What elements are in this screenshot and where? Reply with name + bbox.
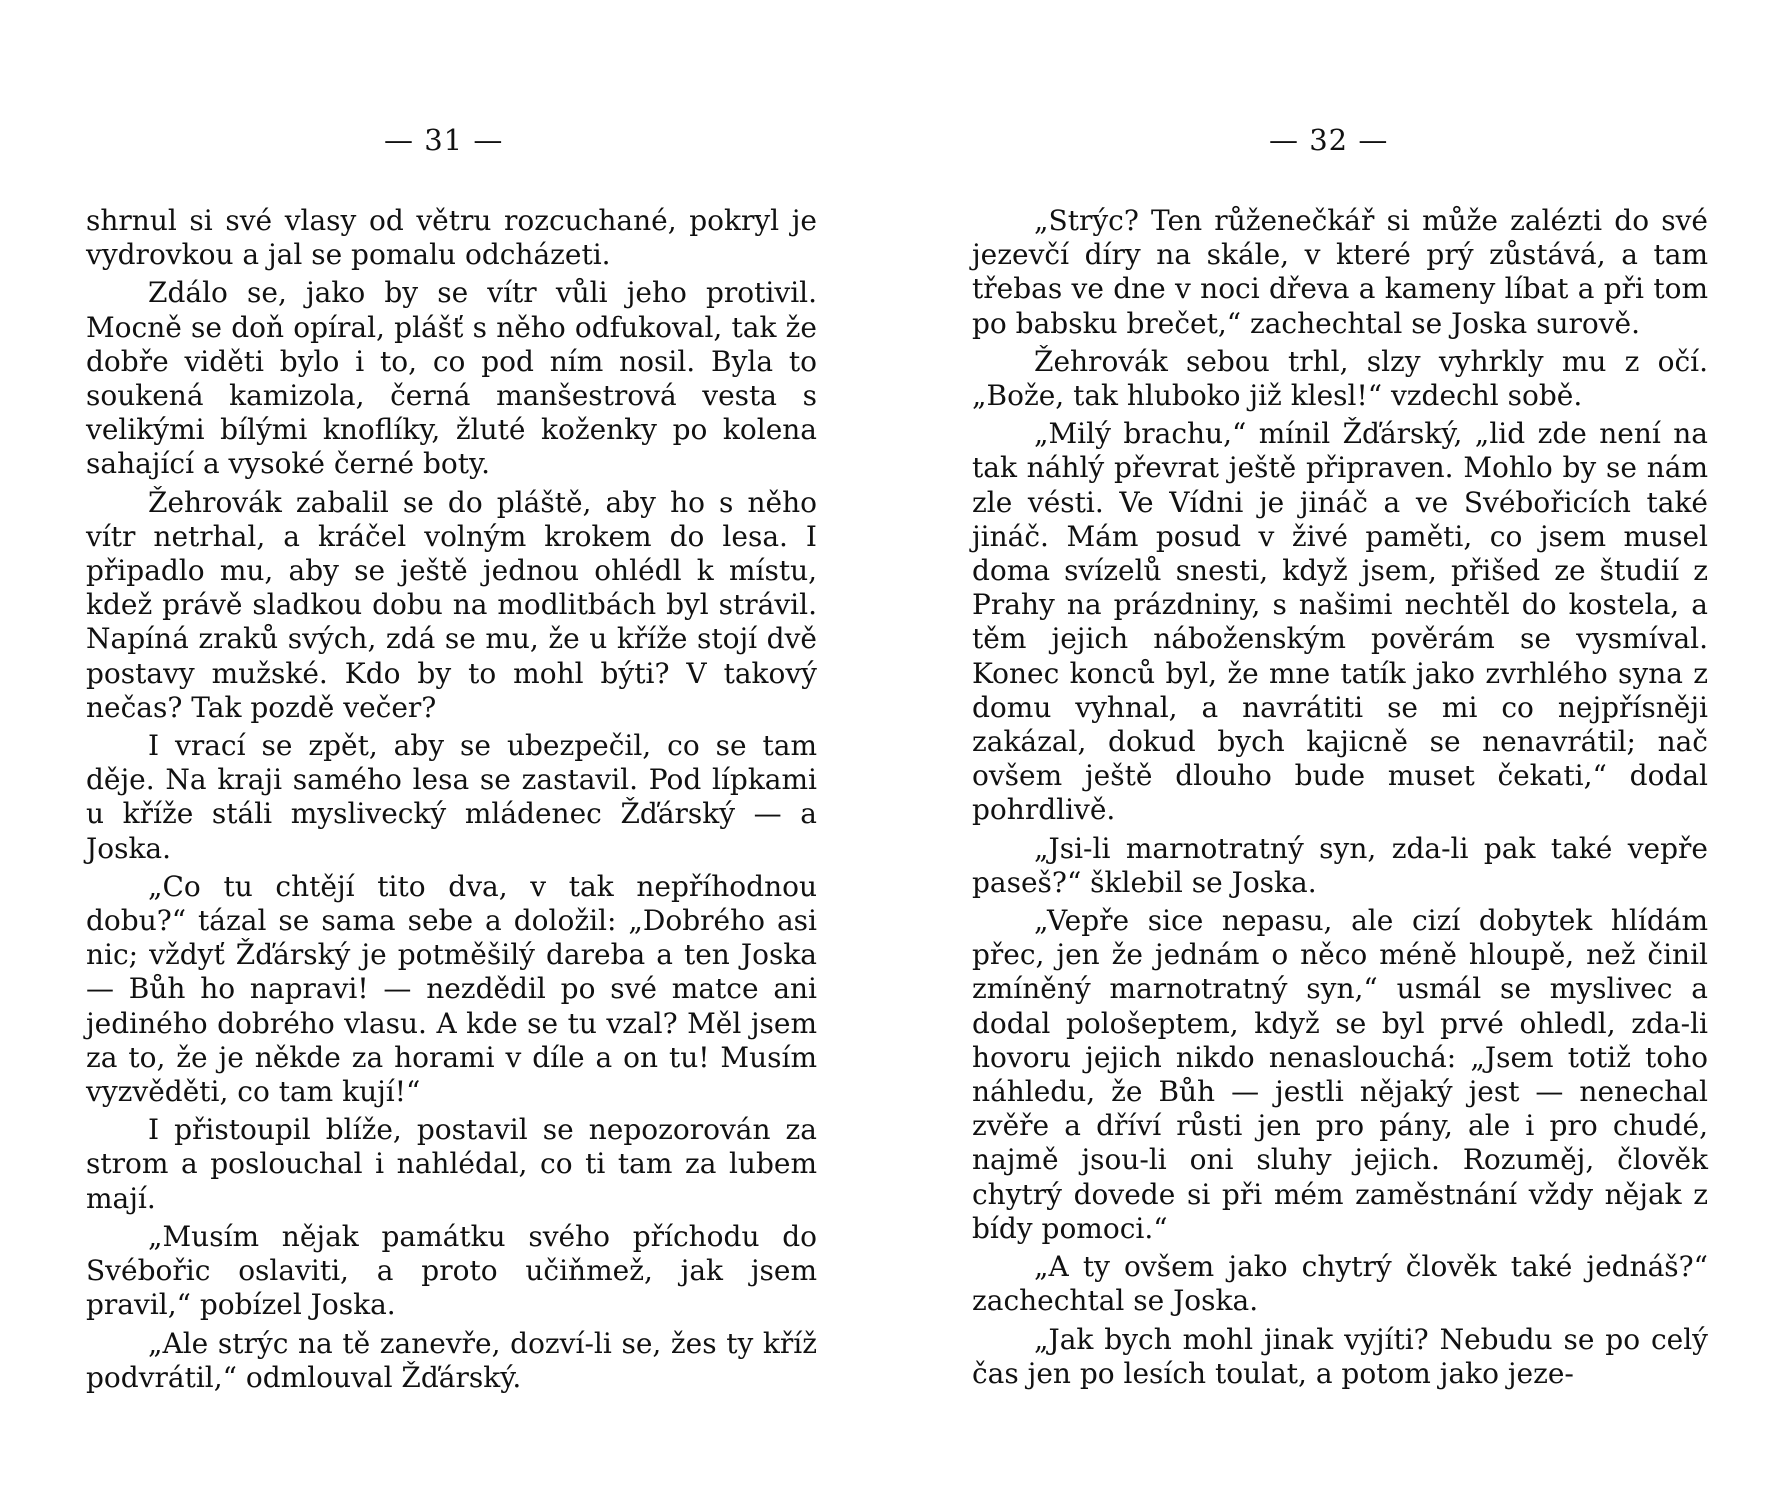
page-number: — 32 — — [1269, 123, 1389, 157]
paragraph: „Musím nějak památku svého příchodu do Svébořic oslaviti, a proto učiňmež, jak jsem pravil,“ pobízel Joska. — [86, 1219, 817, 1322]
paragraph: I přistoupil blíže, postavil se nepozorován za strom a poslouchal i nahlédal, co ti tam za lubem mají. — [86, 1113, 817, 1215]
paragraph: „Vepře sice nepasu, ale cizí dobytek hlídám přec, jen že jednám o něco méně hloupě, než činil zmíněný marnotratný syn,“ usmál se myslivec a dodal pološeptem, když se byl prvé ohledl, zda-li hovoru jejich nikdo nenaslouchá: „Jsem totiž toho náhledu, že Bůh — jestli nějaký jest — nenechal zvěře a dříví růsti jen pro pány, ale i pro chudé, najmě jsou-li oni sluhy jejich. Rozuměj, člověk chytrý dovede si při mém zaměstnání vždy nějak z bídy pomoci.“ — [972, 904, 1708, 1245]
paragraph: „Jsi-li marnotratný syn, zda-li pak také vepře paseš?“ šklebil se Joska. — [972, 831, 1708, 899]
page-body — [86, 204, 817, 1399]
paragraph: I vrací se zpět, aby se ubezpečil, co se tam děje. Na kraji samého lesa se zastavil. Pod lípkami u kříže stáli myslivecký mládenec Žďárský — a Joska. — [86, 729, 817, 865]
paragraph: Žehrovák sebou trhl, slzy vyhrkly mu z očí. „Bože, tak hluboko již klesl!“ vzdechl sobě. — [972, 344, 1708, 413]
paragraph: „Milý brachu,“ mínil Žďárský, „lid zde není na tak náhlý převrat ještě připraven. Mohlo by se nám zle vésti. Ve Vídni je jináč a ve Svébořicích také jináč. Mám posud v živé paměti, co jsem musel doma svízelů snesti, když jsem, přišed ze študií z Prahy na prázdniny, s našimi nechtěl do kostela, a těm jejich náboženským pověrám se vysmíval. Konec konců byl, že mne tatík jako zvrhlého syna z domu vyhnal, a navrátiti se mi co nejpřísněji zakázal, dokud bych kajicně se nenavrátil; nač ovšem ještě dlouho bude muset čekati,“ dodal pohrdlivě. — [972, 417, 1708, 827]
paragraph: „Ale strýc na tě zanevře, dozví-li se, žes ty kříž podvrátil,“ odmlouval Žďárský. — [86, 1326, 817, 1394]
page-number: — 31 — — [384, 123, 504, 157]
paragraph: Zdálo se, jako by se vítr vůli jeho protivil. Mocně se doň opíral, plášť s něho odfukoval, tak že dobře viděti bylo i to, co pod ním nosil. Byla to soukená kamizola, černá manšestrová vesta s velikými bílými knoflíky, žluté koženky po kolena sahající a vysoké černé boty. — [86, 276, 817, 481]
paragraph: „Strýc? Ten růženečkář si může zalézti do své jezevčí díry na skále, v které prý zůstává, a tam třebas ve dne v noci dřeva a kameny líbat a při tom po babsku brečet,“ zachechtal se Joska surově. — [972, 204, 1708, 340]
right-page — [887, 0, 1774, 1500]
paragraph: „Jak bych mohl jinak vyjíti? Nebudu se po celý čas jen po lesích toulat, a potom jako jeze- — [972, 1322, 1708, 1390]
paragraph: Žehrovák zabalil se do pláště, aby ho s něho vítr netrhal, a kráčel volným krokem do lesa. I připadlo mu, aby se ještě jednou ohlédl k místu, kdež právě sladkou dobu na modlitbách byl strávil. Napíná zraků svých, zdá se mu, že u kříže stojí dvě postavy mužské. Kdo by to mohl býti? V takový nečas? Tak pozdě večer? — [86, 485, 817, 724]
paragraph: shrnul si své vlasy od větru rozcuchané, pokryl je vydrovkou a jal se pomalu odcházeti. — [86, 204, 817, 272]
paragraph: „A ty ovšem jako chytrý člověk také jednáš?“ zachechtal se Joska. — [972, 1250, 1708, 1318]
page-body — [972, 204, 1708, 1395]
paragraph: „Co tu chtějí tito dva, v tak nepříhodnou dobu?“ tázal se sama sebe a doložil: „Dobrého asi nic; vždyť Žďárský je potměšilý dareba a ten Joska — Bůh ho napravi! — nezdědil po své matce ani jediného dobrého vlasu. A kde se tu vzal? Měl jsem za to, že je někde za horami v díle a on tu! Musím vyzvěděti, co tam kují!“ — [86, 869, 817, 1109]
